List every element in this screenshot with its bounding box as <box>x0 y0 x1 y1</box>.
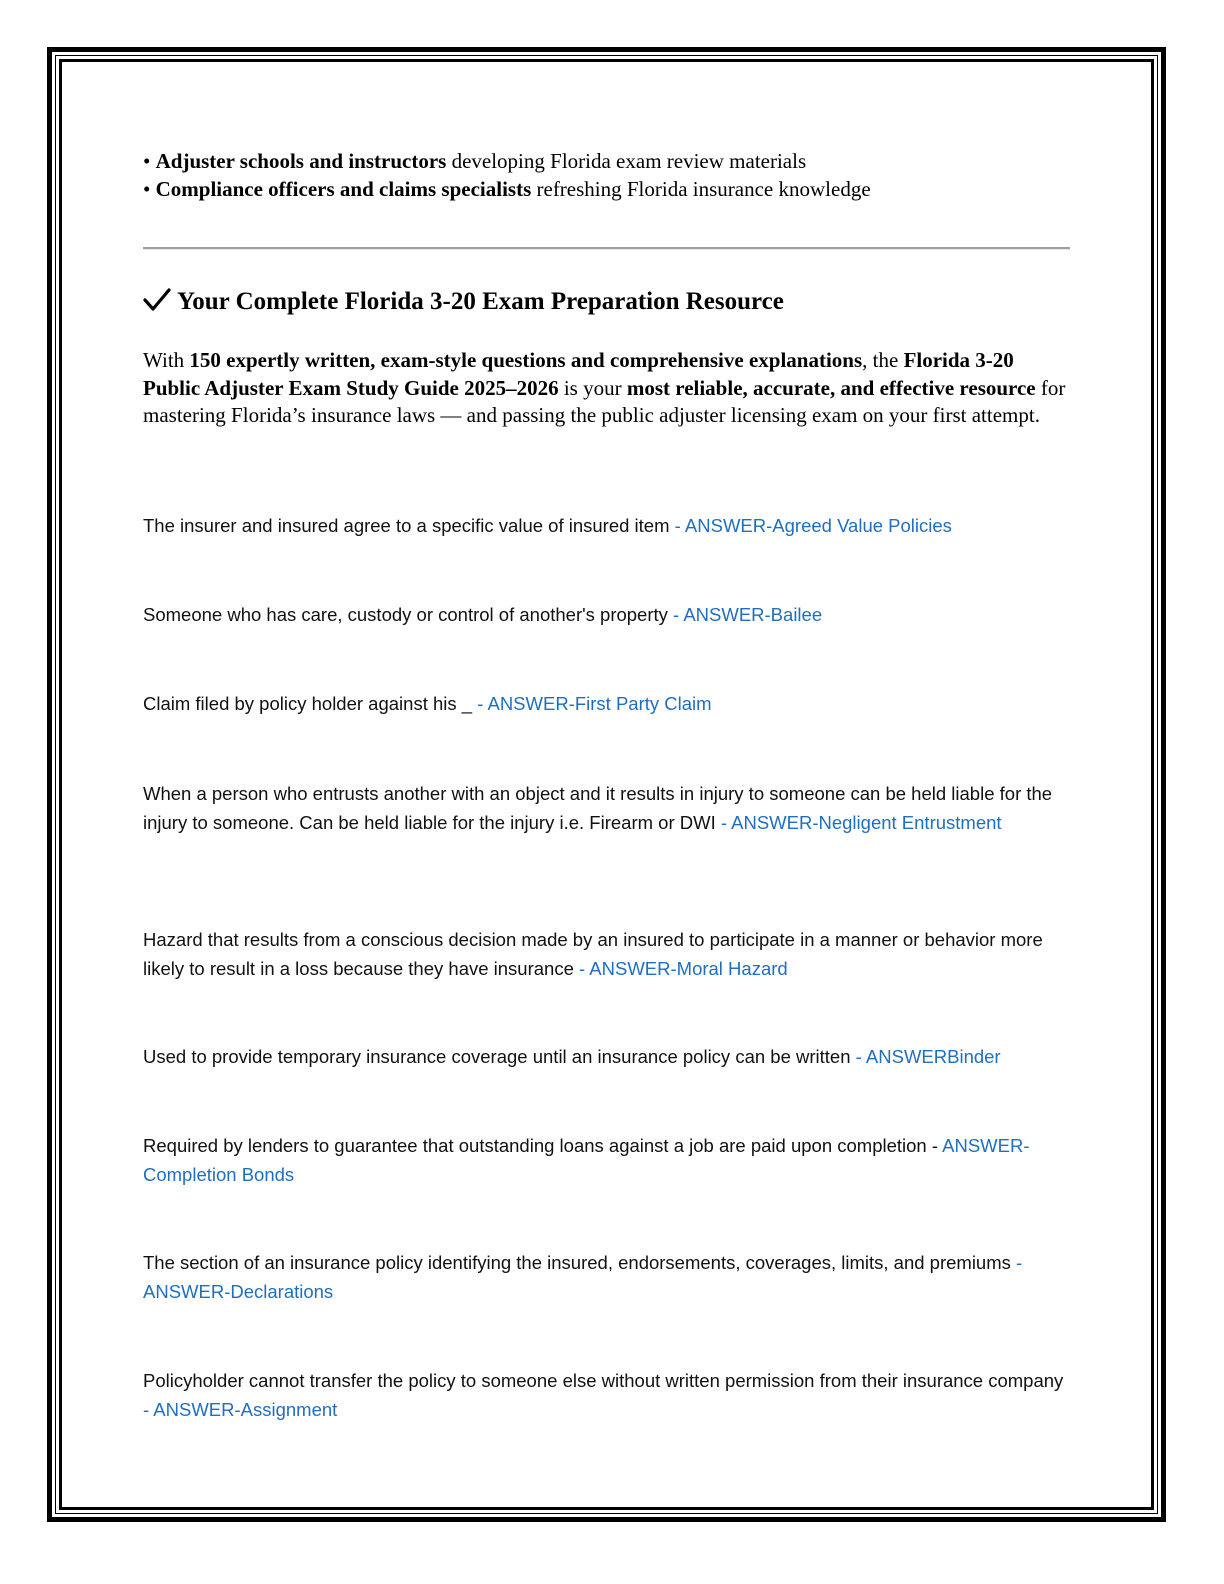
answer-text: - ANSWER-Assignment <box>143 1399 338 1420</box>
answer-text: ANSWER-Completion Bonds <box>143 1135 1030 1185</box>
section-heading-text: Your Complete Florida 3-20 Exam Preparation Resource <box>177 288 784 315</box>
intro-text: for mastering Florida’s insurance laws — and passing the public adjuster licensing exam on your first attempt. <box>143 375 1066 427</box>
qa-item <box>143 1366 1073 1424</box>
intro-bold-text: most reliable, accurate, and effective resource <box>626 375 1036 400</box>
intro-text: is your <box>558 375 627 400</box>
qa-item <box>143 1042 1073 1071</box>
question-text: When a person who entrusts another with an object and it results in injury to someone can be held liable for the injury to someone. Can be held liable for the injury i.e. Firearm or DWI <box>143 783 1053 833</box>
answer-text: - ANSWER-Agreed Value Policies <box>669 515 952 536</box>
bullet-bold-text: Adjuster schools and instructors <box>155 149 447 173</box>
list-item <box>143 175 1083 203</box>
qa-item <box>143 600 1073 629</box>
question-text: Required by lenders to guarantee that outstanding loans against a job are paid upon completion - <box>143 1135 939 1156</box>
answer-text: - ANSWER-Bailee <box>667 604 823 625</box>
bullet-bold-text: Compliance officers and claims specialists <box>155 177 532 201</box>
answer-text: - ANSWER-First Party Claim <box>472 693 712 714</box>
qa-item <box>143 511 1073 540</box>
bullet-text: refreshing Florida insurance knowledge <box>531 177 871 201</box>
intro-text: With <box>143 348 190 372</box>
question-text: Used to provide temporary insurance coverage until an insurance policy can be written <box>143 1046 851 1067</box>
question-text: The insurer and insured agree to a specific value of insured item <box>143 515 670 536</box>
audience-bullet-list <box>143 147 1083 203</box>
intro-paragraph <box>143 347 1073 430</box>
check-mark-icon <box>143 287 171 313</box>
answer-text: - ANSWERBinder <box>850 1046 1001 1067</box>
bullet-text: developing Florida exam review materials <box>446 149 807 173</box>
intro-bold-text: 150 expertly written, exam-style questions and comprehensive explanations <box>189 348 863 372</box>
qa-item <box>143 1248 1073 1306</box>
qa-item <box>143 925 1073 983</box>
question-text: Claim filed by policy holder against his _ <box>143 693 473 714</box>
answer-text: - ANSWER-Negligent Entrustment <box>715 812 1002 833</box>
question-text: Hazard that results from a conscious decision made by an insured to participate in a manner or behavior more likely to result in a loss because they have insurance <box>143 929 1043 979</box>
qa-item <box>143 1131 1073 1189</box>
question-text: Policyholder cannot transfer the policy to someone else without written permission from their insurance company <box>143 1370 1064 1391</box>
intro-text: , the <box>862 348 904 372</box>
answer-text: - ANSWER-Moral Hazard <box>573 958 788 979</box>
answer-text: - ANSWER-Declarations <box>143 1252 1023 1302</box>
bullet-glyph: • <box>143 149 151 173</box>
horizontal-divider <box>143 247 1070 250</box>
section-heading <box>143 287 784 316</box>
qa-item <box>143 779 1073 837</box>
qa-item <box>143 689 1073 718</box>
bullet-glyph: • <box>143 177 151 201</box>
question-text: The section of an insurance policy identifying the insured, endorsements, coverages, limits, and premiums <box>143 1252 1011 1273</box>
intro-bold-text: Florida 3-20 Public Adjuster Exam Study Guide 2025–2026 <box>143 348 1014 400</box>
list-item <box>143 147 1083 175</box>
question-text: Someone who has care, custody or control of another's property <box>143 604 668 625</box>
